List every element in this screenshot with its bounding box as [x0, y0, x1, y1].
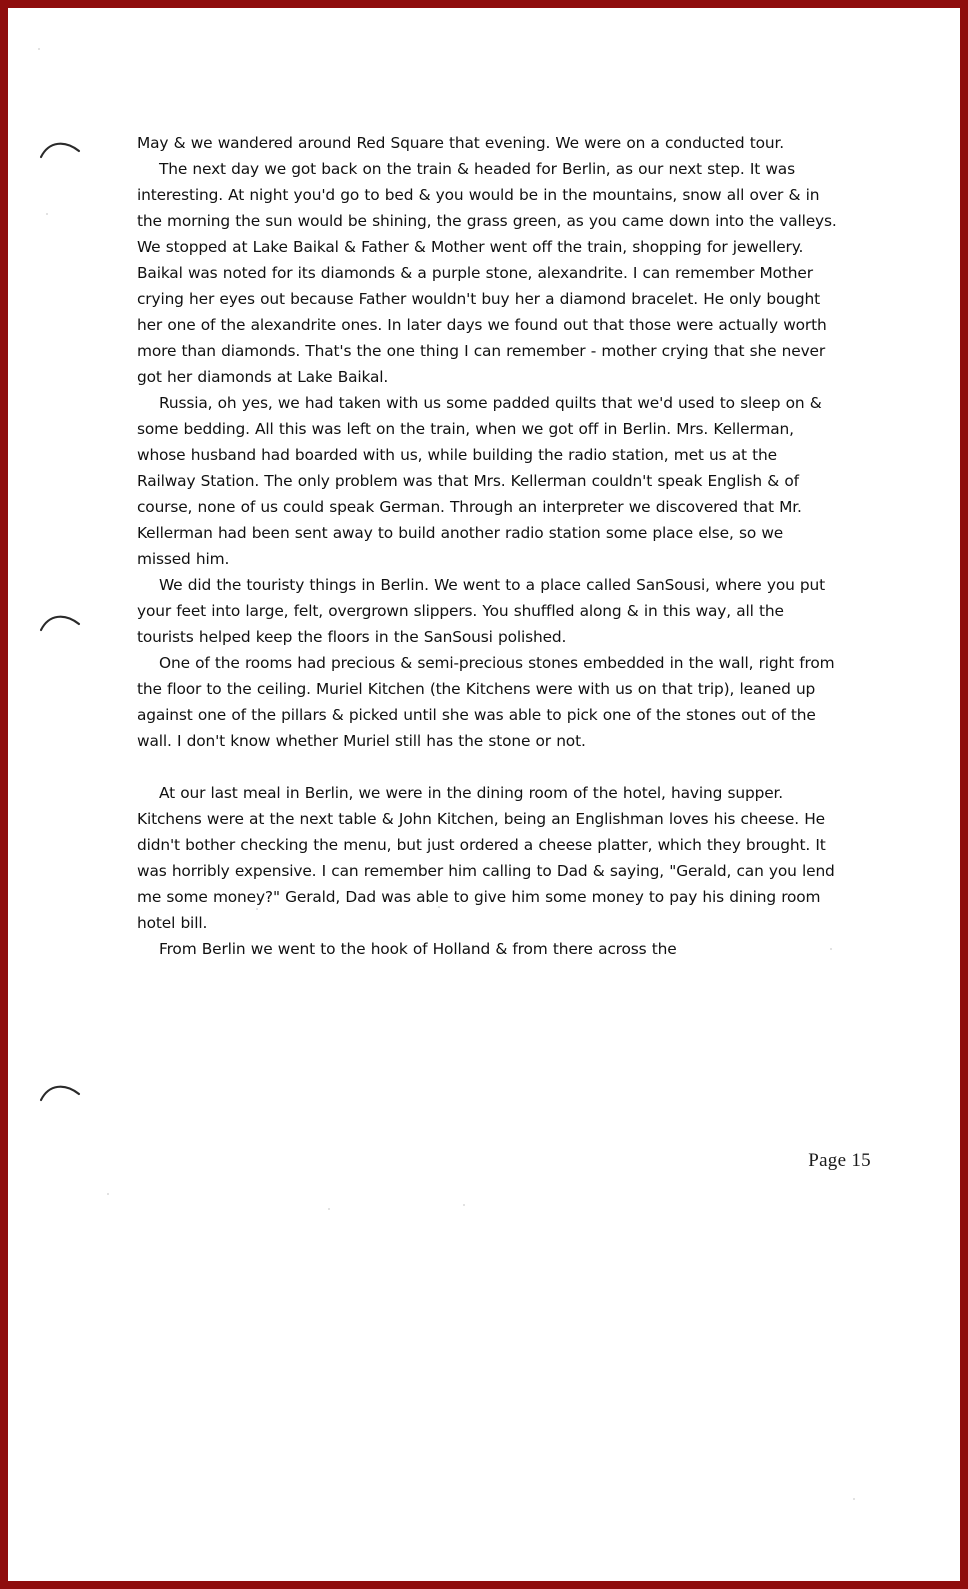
paragraph: One of the rooms had precious & semi-precious stones embedded in the wall, right from the floor to the ceiling. Muriel Kitchen (the Kitchens were with us on that trip), leaned up against one of the pillars & picked until she was able to pick one of the stones out of the wall. I don't know whether Muriel still has the stone or not. [137, 654, 835, 750]
paragraph: Russia, oh yes, we had taken with us some padded quilts that we'd used to sleep on & some bedding. All this was left on the train, when we got off in Berlin. Mrs. Kellerman, whose husband had boarded with us, while building the radio station, met us at the Railway Station. The only problem was that Mrs. Kellerman couldn't speak English & of course, none of us could speak German. Through an interpreter we discovered that Mr. Kellerman had been sent away to build another radio station some place else, so we missed him. [137, 394, 822, 568]
scan-speck [463, 1204, 465, 1206]
paragraph: At our last meal in Berlin, we were in the dining room of the hotel, having supper. Kitchens were at the next table & John Kitchen, being an Englishman loves his cheese. He didn't bother checking the menu, but just ordered a cheese platter, which they brought. It was horribly expensive. I can remember him calling to Dad & saying, "Gerald, can you lend me some money?" Gerald, Dad was able to give him some money to pay his dining room hotel bill. [137, 784, 835, 932]
page-sheet [8, 8, 960, 1581]
paragraph: The next day we got back on the train & headed for Berlin, as our next step. It was interesting. At night you'd go to bed & you would be in the mountains, snow all over & in the morning the sun would be shining, the grass green, as you came down into the valleys. We stopped at Lake Baikal & Father & Mother went off the train, shopping for jewellery. Baikal was noted for its diamonds & a purple stone, alexandrite. I can remember Mother crying her eyes out because Father wouldn't buy her a diamond bracelet. He only bought her one of the alexandrite ones. In later days we found out that those were actually worth more than diamonds. That's the one thing I can remember - mother crying that she never got her diamonds at Lake Baikal. [137, 160, 837, 386]
scan-speck [46, 213, 48, 215]
page-body-text [137, 130, 837, 962]
paragraph: From Berlin we went to the hook of Holland & from there across the [159, 940, 677, 958]
scan-speck [853, 1498, 855, 1500]
scan-speck [328, 1208, 330, 1210]
paragraph: We did the touristy things in Berlin. We went to a place called SanSousi, where you put your feet into large, felt, overgrown slippers. You shuffled along & in this way, all the tourists helped keep the floors in the SanSousi polished. [137, 576, 826, 646]
page-number: Page 15 [808, 1150, 871, 1171]
scan-speck [38, 48, 40, 50]
arc-mark-top-icon [38, 138, 84, 160]
arc-mark-middle-icon [38, 611, 84, 633]
paragraph: May & we wandered around Red Square that evening. We were on a conducted tour. [137, 134, 784, 152]
arc-mark-bottom-icon [38, 1081, 84, 1103]
scan-speck [107, 1193, 109, 1195]
